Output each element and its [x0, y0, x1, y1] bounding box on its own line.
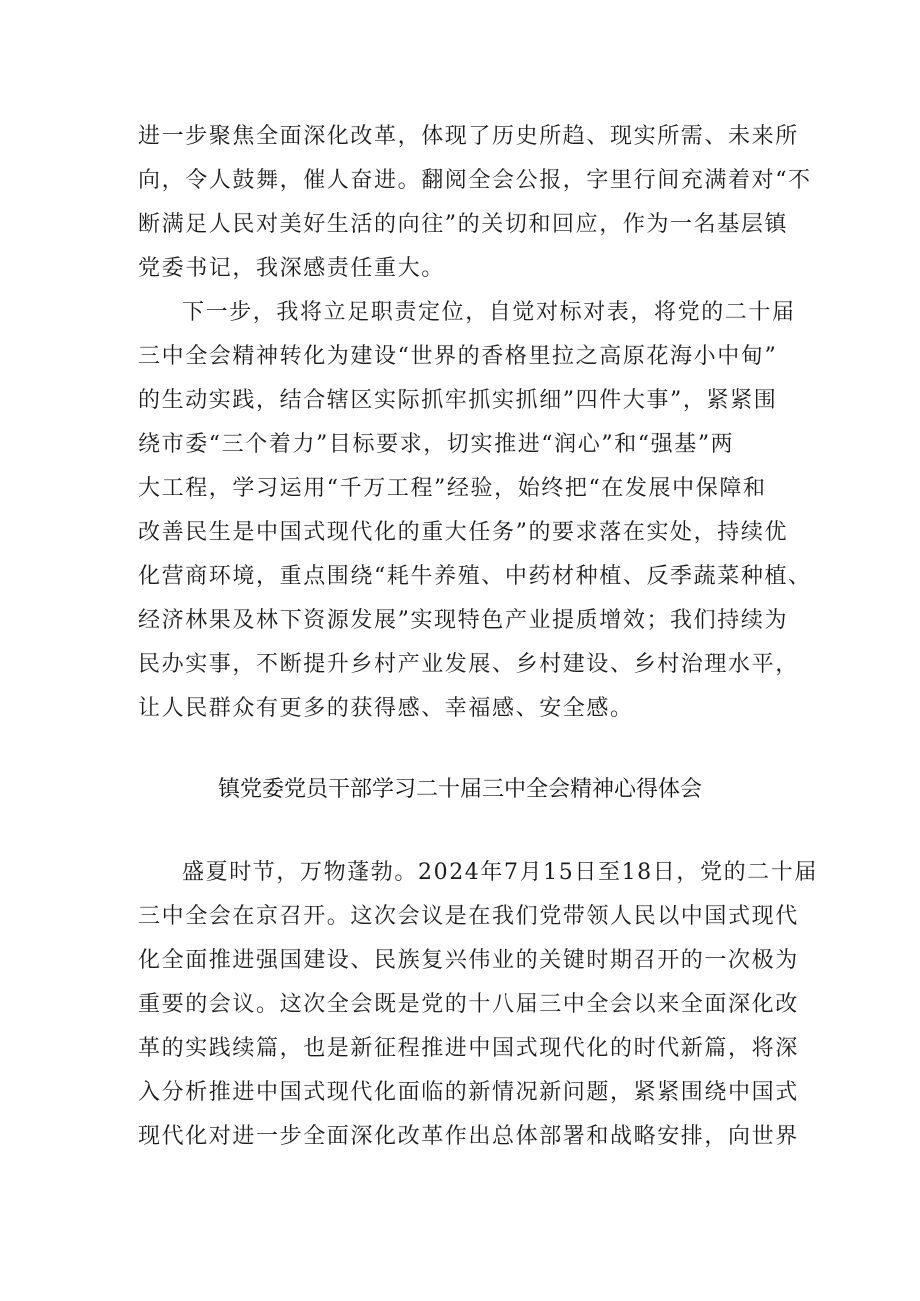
- paragraph-line: 改善民生是中国式现代化的重大任务”的要求落在实处，持续优: [138, 520, 789, 545]
- paragraph-line: 三中全会精神转化为建设“世界的香格里拉之高原花海小中甸”: [138, 344, 778, 369]
- paragraph-line: 化全面推进强国建设、民族复兴伟业的关键时期召开的一次极为: [138, 948, 799, 973]
- paragraph-line: 现代化对进一步全面深化改革作出总体部署和战略安排，向世界: [138, 1124, 799, 1149]
- paragraph-line: 绕市委“三个着力”目标要求，切实推进“润心”和“强基”两: [138, 432, 735, 457]
- paragraph-line: 党委书记，我深感责任重大。: [138, 256, 445, 281]
- paragraph-line: 入分析推进中国式现代化面临的新情况新问题，紧紧围绕中国式: [138, 1080, 799, 1105]
- paragraph-line: 大工程，学习运用“千万工程”经验，始终把“在发展中保障和: [138, 476, 767, 501]
- paragraph-line: 民办实事，不断提升乡村产业发展、乡村建设、乡村治理水平，: [138, 652, 799, 677]
- paragraph-line: 三中全会在京召开。这次会议是在我们党带领人民以中国式现代: [138, 904, 799, 929]
- paragraph-line: 断满足人民对美好生活的向往”的关切和回应，作为一名基层镇: [138, 212, 789, 237]
- article-title: 镇党委党员干部学习二十届三中全会精神心得体会: [217, 777, 702, 802]
- paragraph-line: 重要的会议。这次全会既是党的十八届三中全会以来全面深化改: [138, 992, 799, 1017]
- paragraph-line: 进一步聚焦全面深化改革，体现了历史所趋、现实所需、未来所: [138, 124, 799, 149]
- paragraph-line: 让人民群众有更多的获得感、幸福感、安全感。: [138, 696, 634, 721]
- paragraph-line: 向，令人鼓舞，催人奋进。翻阅全会公报，字里行间充满着对“不: [138, 168, 812, 193]
- paragraph-line: 化营商环境，重点围绕“耗牛养殖、中药材种植、反季蔬菜种植、: [138, 564, 812, 589]
- paragraph-line: 盛夏时节，万物蓬勃。2024年7月15日至18日，党的二十届: [182, 860, 818, 885]
- paragraph-line: 下一步，我将立足职责定位，自觉对标对表，将党的二十届: [182, 300, 796, 325]
- paragraph-line: 经济林果及林下资源发展”实现特色产业提质增效；我们持续为: [138, 608, 789, 633]
- paragraph-line: 革的实践续篇，也是新征程推进中国式现代化的时代新篇，将深: [138, 1036, 799, 1061]
- paragraph-line: 的生动实践，结合辖区实际抓牢抓实抓细”四件大事”，紧紧围: [138, 388, 778, 413]
